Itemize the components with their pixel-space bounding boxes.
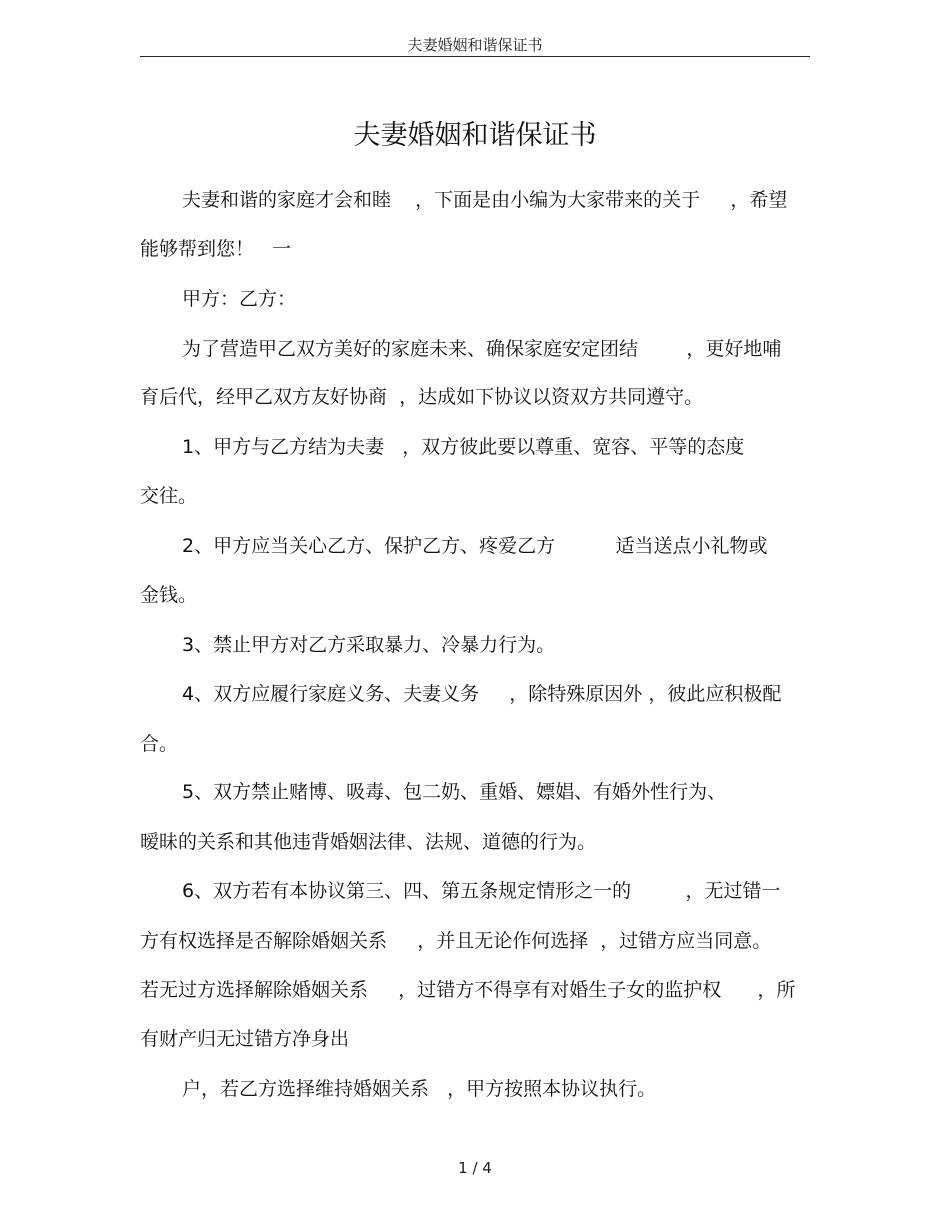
body-line: 户，若乙方选择维持婚姻关系 ，甲方按照本协议执行。 — [182, 1078, 657, 1100]
body-line: 5、双方禁止赌博、吸毒、包二奶、重婚、嫖娼、有婚外性行为、 — [182, 781, 727, 803]
body-line: 6、双方若有本协议第三、四、第五条规定情形之一的 ，无过错一 — [182, 880, 781, 902]
body-line: 夫妻和谐的家庭才会和睦 ，下面是由小编为大家带来的关于 ，希望 — [182, 189, 788, 211]
body-line: 甲方：乙方： — [182, 288, 297, 310]
body-line: 暧昧的关系和其他违背婚姻法律、法规、道德的行为。 — [140, 831, 597, 853]
body-line: 若无过方选择解除婚姻关系 ，过错方不得享有对婚生子女的监护权 ，所 — [140, 979, 796, 1001]
body-line: 1、甲方与乙方结为夫妻 ，双方彼此要以尊重、宽容、平等的态度 — [182, 436, 745, 458]
body-line: 合。 — [140, 733, 179, 755]
body-line: 有财产归无过错方净身出 — [140, 1028, 350, 1050]
running-header: 夫妻婚姻和谐保证书 — [407, 36, 543, 54]
page-number: 1 / 4 — [458, 1159, 492, 1177]
body-line: 4、双方应履行家庭义务、夫妻义务 ，除特殊原因外 ，彼此应积极配 — [182, 683, 782, 705]
document-title: 夫妻婚姻和谐保证书 — [353, 120, 597, 151]
body-line: 方有权选择是否解除婚姻关系 ，并且无论作何选择 ，过错方应当同意。 — [140, 930, 772, 952]
body-line: 2、甲方应当关心乙方、保护乙方、疼爱乙方 适当送点小礼物或 — [182, 535, 768, 557]
body-line: 交往。 — [140, 485, 198, 507]
body-line: 育后代，经甲乙双方友好协商 ，达成如下协议以资双方共同遵守。 — [140, 386, 704, 408]
body-line: 为了营造甲乙双方美好的家庭未来、确保家庭安定团结 ，更好地哺 — [182, 338, 782, 360]
body-line: 能够帮到您！ 一 — [140, 238, 292, 260]
body-line: 3、禁止甲方对乙方采取暴力、冷暴力行为。 — [182, 634, 556, 656]
body-line: 金钱。 — [140, 584, 198, 606]
header-divider — [140, 56, 810, 57]
